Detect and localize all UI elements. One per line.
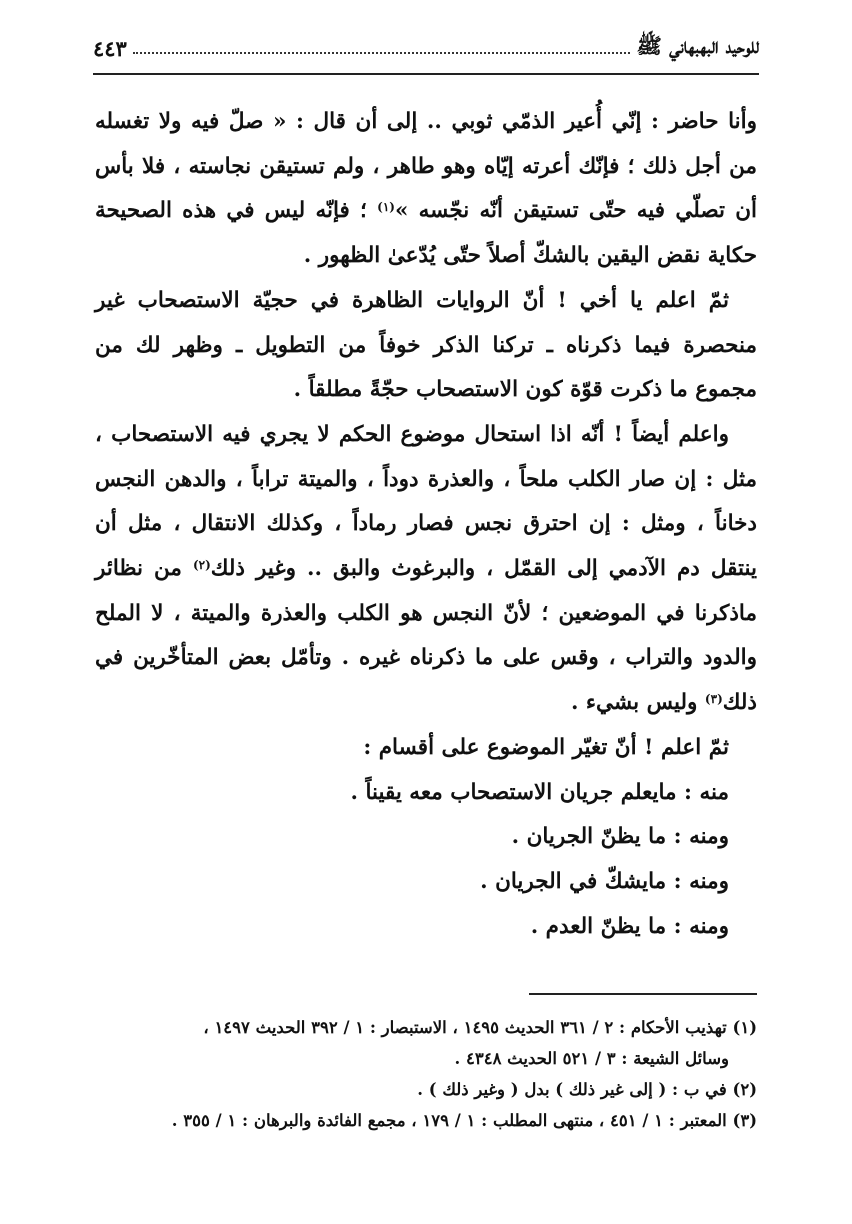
- paragraph-1-part-b: ؛ فإنّه ليس في هذه الصحيحة حكاية نقض اليقين بالشكّ أصلاً حتّى يُدّعىٰ الظهور .: [95, 198, 757, 269]
- paragraph-2: ثمّ اعلم يا أخي ! أنّ الروايات الظاهرة في حجيّة الاستصحاب غير منحصرة فيما ذكرناه ـ تركنا الذكر خوفاً من التطويل ـ وظهر لك من مجموع ما ذكرت قوّة كون الاستصحاب حجّةً مطلقاً .: [95, 287, 757, 403]
- footnotes: [95, 1012, 757, 1136]
- list-item-4: ومنه : ما يظنّ العدم .: [530, 913, 729, 939]
- footnote-separator: [529, 993, 757, 995]
- footnote-1-line-1: (١) تهذيب الأحكام : ٢ / ٣٦١ الحديث ١٤٩٥ ، الاستبصار : ١ / ٣٩٢ الحديث ١٤٩٧ ،: [203, 1018, 757, 1037]
- paragraph-3: [95, 413, 757, 726]
- footnote-2: (٢) في ب : ( إلى غير ذلك ) بدل ( وغير ذلك ) .: [417, 1080, 757, 1099]
- footnote-1-line-2: وسائل الشيعة : ٣ / ٥٢١ الحديث ٤٣٤٨ .: [454, 1049, 729, 1068]
- footnote-ref-2[interactable]: (٢): [192, 558, 211, 573]
- paragraph-1-part-a: وأنا حاضر : إنّي أُعير الذمّي ثوبي .. إلى أن قال : « صلّ فيه ولا تغسله من أجل ذلك ؛ فإنّك أعرته إيّاه وهو طاهر ، ولم تستيقن نجاسته ، فلا بأس أن تصلّي فيه حتّى تستيقن أنّه نجّسه »: [95, 109, 757, 224]
- footnote-ref-3[interactable]: (٣): [704, 692, 723, 707]
- list-item-3: ومنه : مايشكّ في الجريان .: [480, 868, 729, 894]
- page-number: ٤٤٣: [93, 35, 127, 61]
- paragraph-3-part-a: واعلم أيضاً ! أنّه اذا استحال موضوع الحكم لا يجري فيه الاستصحاب ، مثل : إن صار الكلب ملحاً ، والعذرة دوداً ، والميتة تراباً ، والدهن النجس دخاناً ، ومثل : إن احترق نجس فصار رماداً ، وكذلك الانتقال ، مثل أن ينتقل دم الآدمي إلى القمّل ، والبرغوث والبق .. وغير ذلك: [95, 421, 757, 582]
- main-text: [95, 100, 757, 949]
- paragraph-3-part-c: وليس بشيء .: [570, 690, 705, 716]
- footnote-3: (٣) المعتبر : ١ / ٤٥١ ، منتهى المطلب : ١ / ١٧٩ ، مجمع الفائدة والبرهان : ١ / ٣٥٥ .: [171, 1111, 757, 1130]
- list-item-1: منه : مايعلم جريان الاستصحاب معه يقيناً .: [350, 779, 729, 805]
- header-dotted-leader: [133, 38, 631, 54]
- paragraph-3-part-b: من نظائر ماذكرنا في الموضعين ؛ لأنّ النجس هو الكلب والعذرة والميتة ، لا الملح والدود والتراب ، وقس على ما ذكرناه غيره . وتأمّل بعض المتأخّرين في ذلك: [95, 556, 757, 716]
- list-item-2: ومنه : ما يظنّ الجريان .: [511, 824, 729, 850]
- paragraph-4: ثمّ اعلم ! أنّ تغيّر الموضوع على أقسام :: [363, 734, 729, 760]
- footnote-ref-1[interactable]: (١): [377, 200, 395, 215]
- header-rule: [93, 73, 759, 75]
- running-header: [93, 30, 759, 66]
- running-title: للوحيد البهبهاني ﷺ: [636, 32, 759, 58]
- paragraph-1: [95, 100, 757, 279]
